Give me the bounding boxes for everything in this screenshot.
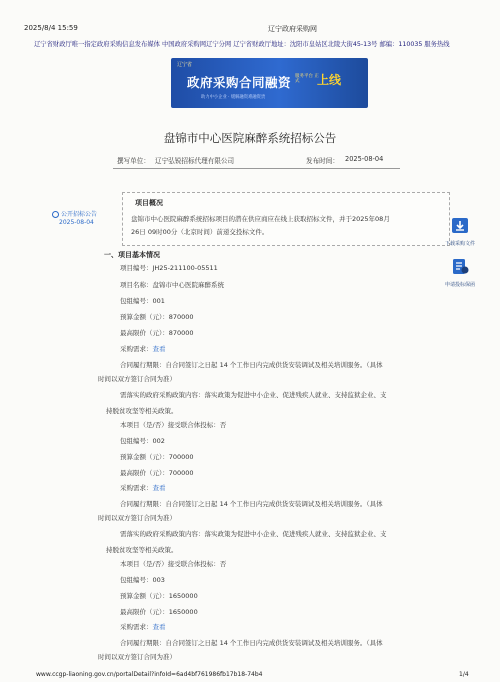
procurement-demand	[120, 622, 166, 631]
overview-line-1: 盘锦市中心医院麻醉系统招标项目的潜在供应商应在线上获取招标文件，并于2025年08月	[131, 215, 390, 223]
project-overview-heading: 项目概况	[135, 199, 163, 207]
max-price: 最高限价（元）：700000	[120, 469, 194, 477]
contract-finance-banner[interactable]	[171, 58, 368, 108]
print-header	[0, 0, 500, 50]
print-site-title: 辽宁政府采购网	[268, 25, 317, 33]
banner-tag: 辽宁省	[177, 62, 193, 68]
demand-view-link[interactable]: 查看	[152, 345, 166, 353]
site-info-bar: 辽宁省财政厅唯一指定政府采购信息发布媒体 中国政府采购网辽宁分网 辽宁省财政厅地址：沈阳市皇姑区北陵大街45-13号 邮编：110035 服务热线	[34, 41, 450, 48]
contract-period: 合同履行期限：自合同签订之日起 14 个工作日内完成供货安装调试及相关培训服务。（具体	[120, 361, 383, 369]
policy-content: 需落实的政府采购政策内容：落实政策为促进中小企业、促进残疾人就业、支持监狱企业、支	[120, 391, 387, 399]
publish-time-label: 发布时间：	[306, 157, 339, 165]
project-overview-text	[131, 213, 443, 238]
demand-label: 采购需求：	[120, 345, 153, 353]
guarantee-doc-icon	[451, 258, 469, 275]
print-datetime: 2025/8/4 15:59	[24, 24, 78, 32]
banner-launch-text: 上线	[317, 73, 342, 87]
budget-amount: 预算金额（元）：700000	[120, 453, 194, 461]
procurement-demand	[120, 344, 166, 353]
policy-content-cont: 持脱贫攻坚等相关政策。	[106, 407, 178, 415]
project-overview-box	[122, 192, 450, 246]
project-name: 项目名称：盘锦市中心医院麻醉系统	[120, 281, 224, 289]
author-label: 撰写单位：	[117, 157, 150, 165]
section-basic-info-heading: 一、项目基本情况	[104, 251, 160, 259]
announcement-icon	[52, 211, 59, 218]
consortium-bid: 本项目（是/否）接受联合体投标：否	[120, 421, 227, 429]
project-number: 项目编号：JH25-211100-05511	[120, 264, 218, 272]
apply-guarantee-button[interactable]	[440, 258, 480, 288]
left-nav-announcement[interactable]	[52, 211, 97, 227]
page-number: 1/4	[459, 671, 469, 678]
publish-time-value: 2025-08-04	[345, 155, 384, 163]
procurement-demand	[120, 483, 166, 492]
download-docs-button[interactable]	[440, 217, 480, 247]
left-nav-date: 2025-08-04	[59, 219, 94, 226]
policy-content-cont: 持脱贫攻坚等相关政策。	[106, 546, 178, 554]
download-docs-label: 下载采购文件	[444, 241, 475, 247]
contract-period: 合同履行期限：自合同签订之日起 14 个工作日内完成供货安装调试及相关培训服务。（具体	[120, 639, 383, 647]
demand-view-link[interactable]: 查看	[152, 623, 166, 631]
package-number: 包组编号：001	[120, 297, 165, 305]
contract-period-cont: 时间以双方签订合同为准）	[98, 653, 176, 661]
contract-period-cont: 时间以双方签订合同为准）	[98, 375, 176, 383]
left-nav-label: 公开招标公告	[61, 211, 98, 218]
demand-label: 采购需求：	[120, 623, 153, 631]
max-price: 最高限价（元）：1650000	[120, 608, 198, 616]
package-number: 包组编号：002	[120, 437, 165, 445]
contract-period-cont: 时间以双方签订合同为准）	[98, 514, 176, 522]
consortium-bid: 本项目（是/否）接受联合体投标：否	[120, 560, 227, 568]
demand-view-link[interactable]: 查看	[152, 484, 166, 492]
author-value: 辽宁弘锐招标代理有限公司	[155, 157, 235, 165]
download-icon	[451, 217, 469, 234]
policy-content: 需落实的政府采购政策内容：落实政策为促进中小企业、促进残疾人就业、支持监狱企业、支	[120, 530, 387, 538]
overview-line-2: 26日 09时00分（北京时间）前递交投标文件。	[131, 227, 269, 236]
banner-subtitle: 助力中小企业 · 缓解融资难融资贵	[201, 95, 266, 100]
footer-url: www.ccgp-liaoning.gov.cn/portalDetail?infoId=6ad4bf761986fb17b18-74b4	[36, 671, 263, 678]
apply-guarantee-label: 申请投标保函	[444, 282, 475, 288]
max-price: 最高限价（元）：870000	[120, 329, 194, 337]
page-title: 盘锦市中心医院麻醉系统招标公告	[163, 131, 337, 145]
banner-main-text: 政府采购合同融资	[187, 75, 292, 90]
meta-divider	[113, 168, 400, 169]
contract-period: 合同履行期限：自合同签订之日起 14 个工作日内完成供货安装调试及相关培训服务。（具体	[120, 500, 383, 508]
package-number: 包组编号：003	[120, 576, 165, 584]
budget-amount: 预算金额（元）：1650000	[120, 592, 198, 600]
demand-label: 采购需求：	[120, 484, 153, 492]
budget-amount: 预算金额（元）：870000	[120, 313, 194, 321]
banner-small-text: 服务平台 正式	[295, 74, 319, 84]
